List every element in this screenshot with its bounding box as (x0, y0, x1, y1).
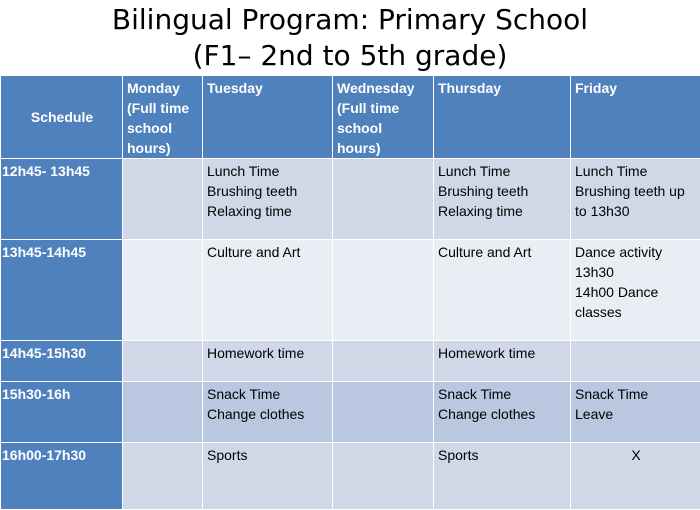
cell-line: Snack Time (575, 384, 697, 404)
header-wednesday-line: hours) (337, 138, 430, 158)
header-friday: Friday (571, 76, 700, 159)
friday-cell (571, 341, 700, 382)
thursday-cell (434, 240, 571, 341)
cell-line: X (575, 445, 697, 465)
tuesday-cell (203, 240, 333, 341)
monday-cell (123, 443, 203, 510)
friday-cell (571, 382, 700, 443)
tuesday-cell (203, 341, 333, 382)
table-row (1, 159, 700, 240)
title-line-1: Bilingual Program: Primary School (0, 2, 700, 38)
header-wednesday-line: (Full time (337, 98, 430, 118)
cell-line: Leave (575, 404, 697, 424)
header-monday-line: school (127, 118, 199, 138)
friday-cell (571, 240, 700, 341)
thursday-cell (434, 159, 571, 240)
time-cell: 15h30-16h (1, 382, 123, 443)
header-thursday: Thursday (434, 76, 571, 159)
header-schedule: Schedule (1, 76, 123, 159)
cell-line: Sports (438, 445, 567, 465)
wednesday-cell (333, 240, 434, 341)
header-monday (123, 76, 203, 159)
thursday-cell (434, 341, 571, 382)
cell-line: Sports (207, 445, 329, 465)
cell-line: Homework time (207, 343, 329, 363)
cell-line: Snack Time (438, 384, 567, 404)
header-monday-line: hours) (127, 138, 199, 158)
time-cell: 14h45-15h30 (1, 341, 123, 382)
wednesday-cell (333, 382, 434, 443)
tuesday-cell (203, 443, 333, 510)
thursday-cell (434, 443, 571, 510)
cell-line: Relaxing time (438, 201, 567, 221)
cell-line: Homework time (438, 343, 567, 363)
table-row (1, 341, 700, 382)
tuesday-cell (203, 382, 333, 443)
monday-cell (123, 240, 203, 341)
header-monday-line: (Full time (127, 98, 199, 118)
friday-cell (571, 443, 700, 510)
monday-cell (123, 159, 203, 240)
cell-line: Culture and Art (438, 242, 567, 262)
cell-line: classes (575, 302, 697, 322)
time-cell: 12h45- 13h45 (1, 159, 123, 240)
header-row (1, 76, 700, 159)
cell-line: Brushing teeth (438, 181, 567, 201)
cell-line: 13h30 (575, 262, 697, 282)
cell-line: Brushing teeth up (575, 181, 697, 201)
cell-line: Brushing teeth (207, 181, 329, 201)
title-line-2: (F1– 2nd to 5th grade) (0, 38, 700, 74)
cell-line: Change clothes (438, 404, 567, 424)
header-tuesday: Tuesday (203, 76, 333, 159)
cell-line: Culture and Art (207, 242, 329, 262)
cell-line: Change clothes (207, 404, 329, 424)
cell-line: to 13h30 (575, 201, 697, 221)
header-monday-line: Monday (127, 78, 199, 98)
cell-line: Dance activity (575, 242, 697, 262)
cell-line: Relaxing time (207, 201, 329, 221)
cell-line: Lunch Time (438, 161, 567, 181)
monday-cell (123, 382, 203, 443)
header-wednesday (333, 76, 434, 159)
wednesday-cell (333, 341, 434, 382)
table-row (1, 382, 700, 443)
schedule-table (0, 75, 700, 510)
thursday-cell (434, 382, 571, 443)
friday-cell (571, 159, 700, 240)
cell-line: 14h00 Dance (575, 282, 697, 302)
cell-line: Snack Time (207, 384, 329, 404)
header-wednesday-line: school (337, 118, 430, 138)
table-row (1, 240, 700, 341)
time-cell: 16h00-17h30 (1, 443, 123, 510)
wednesday-cell (333, 443, 434, 510)
tuesday-cell (203, 159, 333, 240)
cell-line: Lunch Time (207, 161, 329, 181)
monday-cell (123, 341, 203, 382)
header-wednesday-line: Wednesday (337, 78, 430, 98)
time-cell: 13h45-14h45 (1, 240, 123, 341)
table-row (1, 443, 700, 510)
cell-line: Lunch Time (575, 161, 697, 181)
wednesday-cell (333, 159, 434, 240)
